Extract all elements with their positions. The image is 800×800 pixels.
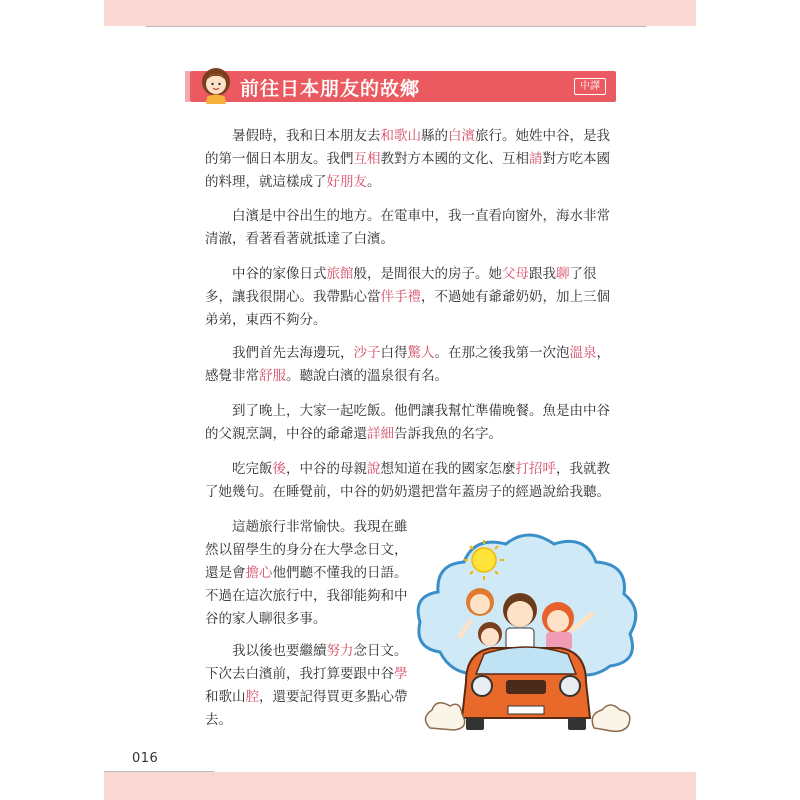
highlighted-term: 互相 [353,151,381,167]
text-segment: 念日文。下次去白濱前，我打算要跟中谷 [205,643,408,682]
text-segment: ，中谷的母親 [286,461,367,477]
paragraph-6 [205,458,620,504]
highlighted-term: 伴手禮 [380,289,421,305]
highlighted-term: 舒服 [259,368,286,384]
paragraph-2 [205,205,620,251]
paragraph-3 [205,263,620,332]
text-segment: 這趟旅行非常愉快。我現在雖然以留學生的身分在大學念日文，還是會 [205,519,408,581]
paragraph-1 [205,125,620,194]
highlighted-term: 驚人 [407,345,435,361]
text-segment: 到了晚上，大家一起吃飯。他們讓我幫忙準備晚餐。魚是由中谷的父親烹調，中谷的爺爺還 [205,403,610,442]
text-segment: 。聽說白濱的溫泉很有名。 [286,368,448,384]
top-color-band [104,0,696,26]
highlighted-term: 努力 [326,643,354,659]
paragraph-4 [205,342,620,388]
highlighted-term: 聊 [556,266,570,282]
text-segment: 跟我 [529,266,556,282]
paragraph-7 [205,516,413,631]
highlighted-term: 說 [367,461,381,477]
highlighted-term: 沙子 [353,345,381,361]
text-segment: 對方吃本國的料理，就這樣成了 [205,151,610,190]
text-segment: 吃完飯 [232,461,273,477]
text-segment: ，不過她有爺爺奶奶，加上三個弟弟，東西不夠分。 [205,289,610,328]
highlighted-term: 後 [272,461,286,477]
highlighted-term: 打招呼 [515,461,556,477]
highlighted-term: 溫泉 [569,345,597,361]
text-segment: 我以後也要繼續 [232,643,327,659]
text-segment: 旅行。她姓中谷，是我的第一個日本朋友。我們 [205,128,610,167]
text-segment: 白得 [380,345,408,361]
text-segment: 了很多，讓我很開心。我帶點心當 [205,266,597,305]
text-segment: ，還要記得買更多點心帶去。 [205,689,408,728]
paragraph-5 [205,400,620,446]
highlighted-term: 擔心 [245,565,273,581]
bottom-rule [104,771,214,772]
text-segment: 般，是間很大的房子。她 [353,266,502,282]
highlighted-term: 學 [394,666,408,682]
text-segment: 和歌山 [205,689,246,705]
text-segment: 教對方本國的文化、互相 [380,151,529,167]
paragraph-8 [205,640,413,732]
text-segment: 中谷的家像日式 [232,266,327,282]
text-segment: 縣的 [421,128,448,144]
highlighted-term: 腔 [245,689,259,705]
highlighted-term: 旅館 [326,266,354,282]
highlighted-term: 請 [529,151,543,167]
highlighted-term: 和歌山 [380,128,421,144]
text-segment: 。 [367,174,381,190]
text-segment: 想知道在我的國家怎麼 [380,461,516,477]
text-segment: ，感覺非常 [205,345,610,384]
page-title: 前往日本朋友的故鄉 [240,78,421,100]
highlighted-term: 好朋友 [326,174,367,190]
text-segment: 告訴我魚的名字。 [394,426,502,442]
text-segment: 白濱是中谷出生的地方。在電車中，我一直看向窗外，海水非常清澈，看著看著就抵達了白濱。 [205,208,610,247]
highlighted-term: 詳細 [367,426,394,442]
text-segment: 他們聽不懂我的日語。不過在這次旅行中，我卻能夠和中谷的家人聊很多事。 [205,565,408,627]
text-segment: 我們首先去海邊玩， [232,345,354,361]
translation-badge: 中譯 [574,78,606,95]
text-segment: 。在那之後我第一次泡 [434,345,570,361]
text-segment: ，我就教了她幾句。在睡覺前，中谷的奶奶還把當年蓋房子的經過說給我聽。 [205,461,610,500]
girl-avatar-icon [198,66,234,104]
bottom-color-band [104,772,696,800]
car-icon [462,647,590,730]
top-rule [146,26,646,27]
family-car-illustration [410,522,642,740]
highlighted-term: 白濱 [448,128,475,144]
highlighted-term: 父母 [502,266,529,282]
text-segment: 暑假時，我和日本朋友去 [232,128,381,144]
page-number: 016 [132,751,159,766]
